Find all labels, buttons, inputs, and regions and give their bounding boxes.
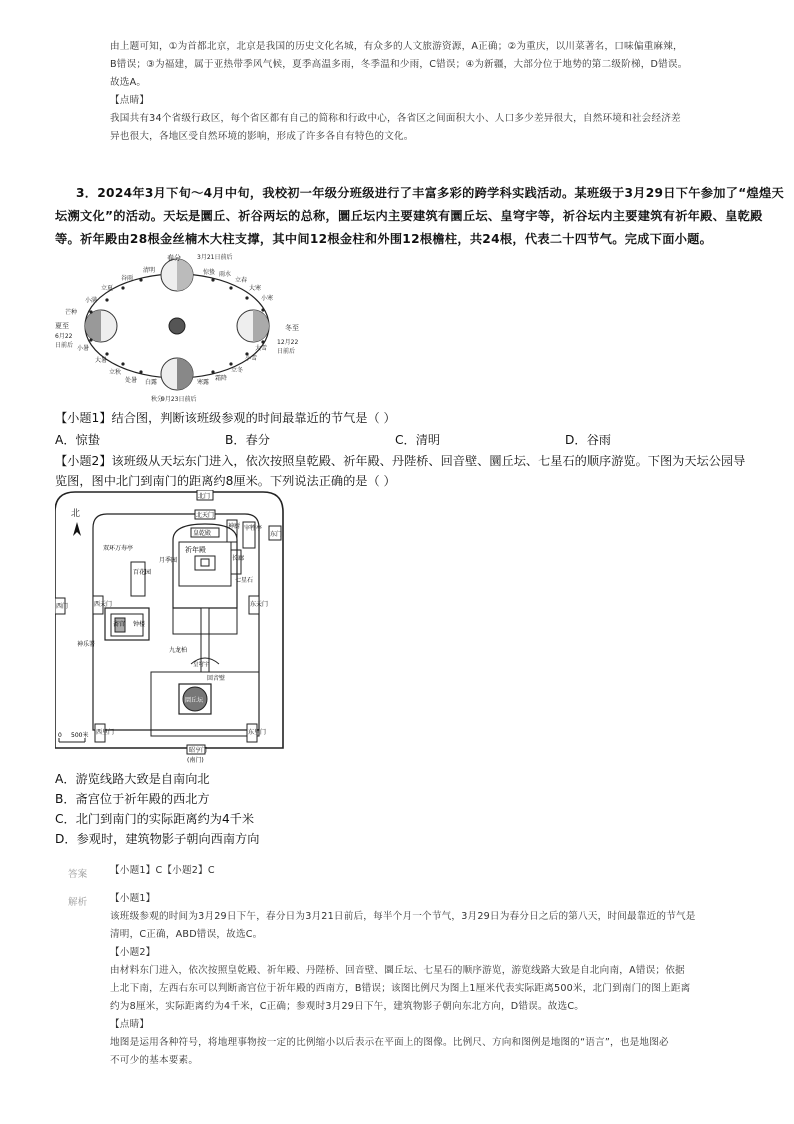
term-mangzhong: 芒种 — [65, 309, 78, 316]
label-summer-date-1: 6月22 — [55, 333, 73, 340]
svg-text:(南门): (南门) — [187, 757, 204, 764]
analysis-subquestion-1-title: 【小题1】 — [110, 893, 156, 904]
analysis-subquestion-2-line-1: 由材料东门进入，依次按照皇乾殿、祈年殿、丹陛桥、回音壁、圜丘坛、七星石的顺序游览，游览线路大致是自北向南，A错误；依据 — [110, 965, 685, 976]
label-summer: 夏至 — [55, 322, 69, 330]
subquestion-2-stem-line-2: 览图，图中北门到南门的距离约8厘米。下列说法正确的是（ ） — [55, 474, 396, 488]
svg-text:西里门: 西里门 — [96, 729, 115, 736]
answer-tip-line-1: 地图是运用各种符号，将地理事物按一定的比例缩小以后表示在平面上的图像。比例尺、方向和图例是地图的“语言”，也是地图必 — [110, 1037, 669, 1048]
label-spring-date: 3月21日前后 — [197, 254, 233, 261]
analysis-label: 解析 — [68, 897, 88, 908]
svg-text:百花园: 百花园 — [133, 569, 152, 576]
term-liqiu: 立秋 — [109, 369, 122, 376]
baihua-garden — [131, 562, 145, 596]
changlang — [231, 550, 241, 574]
term-xiaohan: 小寒 — [261, 295, 274, 302]
prev-tip-line-1: 我国共有34个省级行政区，每个省区都有自己的简称和行政中心，各省区之间面积大小、人口多少差异很大，自然环境和社会经济差 — [110, 113, 681, 124]
question-3-line-1: 3．2024年3月下旬～4月中旬，我校初一年级分班级进行了丰富多彩的跨学科实践活动。某班级于3月29日下午参加了“煌煌天 — [76, 186, 784, 200]
svg-text:东门: 东门 — [270, 531, 283, 538]
question-3-line-3: 等。祈年殿由28根金丝楠木大柱支撑，其中间12根金柱和外围12根檐柱，共24根，代表二十四节气。完成下面小题。 — [55, 232, 713, 246]
analysis-subquestion-2-title: 【小题2】 — [110, 947, 156, 958]
term-xiaoshu: 小暑 — [77, 345, 90, 352]
north-label: 北 — [71, 509, 81, 519]
answer-label: 答案 — [68, 869, 88, 880]
subquestion-2-stem-line-1: 【小题2】该班级从天坛东门进入，依次按照皇乾殿、祈年殿、丹陛桥、回音壁、圜丘坛、七星石的顺序游览。下图为天坛公园导 — [55, 454, 746, 468]
answer-text: 【小题1】C【小题2】C — [110, 865, 215, 876]
subquestion-1-option-a[interactable]: A．惊蛰 — [55, 433, 100, 447]
label-spring: 春分 — [167, 254, 181, 262]
svg-text:圜丘坛: 圜丘坛 — [185, 697, 204, 704]
prev-answer-line-1: 由上题可知，①为首都北京，北京是我国的历史文化名城，有众多的人文旅游资源，A正确；②为重庆，以川菜著名，口味偏重麻辣， — [110, 41, 683, 52]
label-autumn-date: 9月23日前后 — [161, 396, 197, 403]
svg-text:斋宫: 斋宫 — [113, 621, 126, 628]
north-arrow-icon — [73, 522, 81, 536]
svg-text:祈年殿: 祈年殿 — [185, 546, 206, 554]
analysis-subquestion-2-line-3: 约为8厘米，实际距离约为4千米，C正确；参观时3月29日下午，建筑物影子朝向东北方向，D错误。故选C。 — [110, 1001, 585, 1012]
term-bailu: 白露 — [145, 379, 158, 386]
scale-bar: 500米 — [71, 732, 89, 739]
term-xiaoxue: 小雪 — [245, 355, 258, 362]
term-daxue: 大雪 — [255, 345, 268, 352]
svg-text:长廊: 长廊 — [232, 555, 245, 562]
subquestion-1-stem: 【小题1】结合图，判断该班级参观的时间最靠近的节气是（ ） — [55, 411, 396, 425]
svg-text:东里门: 东里门 — [248, 729, 267, 736]
prev-answer-line-3: 故选A。 — [110, 77, 147, 88]
term-jingzhe: 惊蛰 — [203, 269, 216, 276]
label-autumn: 秋分 — [151, 396, 164, 403]
svg-text:七星石: 七星石 — [235, 577, 254, 584]
svg-text:北天门: 北天门 — [196, 512, 215, 519]
label-winter: 冬至 — [285, 324, 299, 332]
term-guyu: 谷雨 — [121, 275, 134, 282]
subquestion-2-option-a[interactable]: A．游览线路大致是自南向北 — [55, 772, 210, 786]
term-dashu: 大暑 — [95, 357, 108, 364]
term-shuangjiang: 霜降 — [215, 375, 228, 382]
answer-tip-label: 【点睛】 — [110, 1019, 150, 1030]
term-lichun: 立春 — [235, 277, 248, 284]
analysis-subquestion-1-line-2: 清明，C正确，ABD错误，故选C。 — [110, 929, 263, 940]
svg-text:昭亨门: 昭亨门 — [189, 747, 208, 754]
label-winter-date-2: 日前后 — [277, 348, 296, 355]
term-yushui: 雨水 — [219, 271, 232, 278]
scale-zero: 0 — [58, 732, 62, 739]
prev-tip-line-2: 异也很大，各地区受自然环境的影响，形成了许多各自有特色的文化。 — [110, 131, 414, 142]
svg-text:西天门: 西天门 — [94, 601, 113, 608]
analysis-subquestion-2-line-2: 上北下南，左西右东可以判断斋宫位于祈年殿的西南方，B错误；该图比例尺为图上1厘米代表实际距离500米，北门到南门的图上距离 — [110, 983, 691, 994]
prev-tip-label: 【点睛】 — [110, 95, 150, 106]
svg-text:西门: 西门 — [56, 603, 69, 610]
svg-text:双环万寿亭: 双环万寿亭 — [103, 545, 134, 552]
subquestion-1-option-d[interactable]: D．谷雨 — [565, 433, 611, 447]
svg-text:皇穹宇: 皇穹宇 — [193, 662, 210, 668]
question-3-line-2: 坛溯文化”的活动。天坛是圜丘、祈谷两坛的总称，圜丘坛内主要建筑有圜丘坛、皇穹宇等，祈谷坛内主要建筑有祈年殿、皇乾殿 — [55, 209, 763, 223]
label-winter-date-1: 12月22 — [277, 339, 299, 346]
svg-text:月季园: 月季园 — [159, 557, 178, 564]
term-dahan: 大寒 — [249, 285, 262, 292]
svg-text:北门: 北门 — [198, 493, 211, 500]
temple-of-heaven-map — [55, 490, 295, 765]
svg-text:钟楼: 钟楼 — [133, 621, 146, 628]
term-hanlu: 寒露 — [197, 379, 210, 386]
svg-text:神乐署: 神乐署 — [77, 641, 96, 648]
label-summer-date-2: 日前后 — [55, 342, 74, 349]
subquestion-1-option-b[interactable]: B．春分 — [225, 433, 270, 447]
svg-text:回音壁: 回音壁 — [207, 675, 226, 682]
term-lixia: 立夏 — [101, 285, 114, 292]
svg-text:皇乾殿: 皇乾殿 — [193, 530, 212, 537]
earth-orbit-diagram — [55, 250, 305, 405]
analysis-subquestion-1-line-1: 该班级参观的时间为3月29日下午，春分日为3月21日前后，每半个月一个节气，3月29日为春分日之后的第八天，时间最靠近的节气是 — [110, 911, 696, 922]
term-qingming: 清明 — [143, 267, 156, 274]
subquestion-2-option-b[interactable]: B．斋宫位于祈年殿的西北方 — [55, 792, 210, 806]
term-xiaoman: 小满 — [85, 297, 98, 304]
sun-icon — [169, 318, 185, 334]
prev-answer-line-2: B错误；③为福建，属于亚热带季风气候，夏季高温多雨，冬季温和少雨，C错误；④为新疆，大部分位于地势的第二级阶梯，D错误。 — [110, 59, 688, 70]
svg-text:九龙柏: 九龙柏 — [169, 647, 188, 654]
svg-text:宰牲亭: 宰牲亭 — [244, 525, 263, 532]
term-chushu: 处暑 — [125, 377, 138, 384]
svg-text:神厨: 神厨 — [228, 523, 241, 530]
term-lidong: 立冬 — [231, 367, 244, 374]
subquestion-2-option-c[interactable]: C．北门到南门的实际距离约为4千米 — [55, 812, 255, 826]
svg-text:东天门: 东天门 — [250, 601, 269, 608]
subquestion-2-option-d[interactable]: D．参观时，建筑物影子朝向西南方向 — [55, 832, 260, 846]
answer-tip-line-2: 不可少的基本要素。 — [110, 1055, 199, 1066]
subquestion-1-option-c[interactable]: C．清明 — [395, 433, 441, 447]
